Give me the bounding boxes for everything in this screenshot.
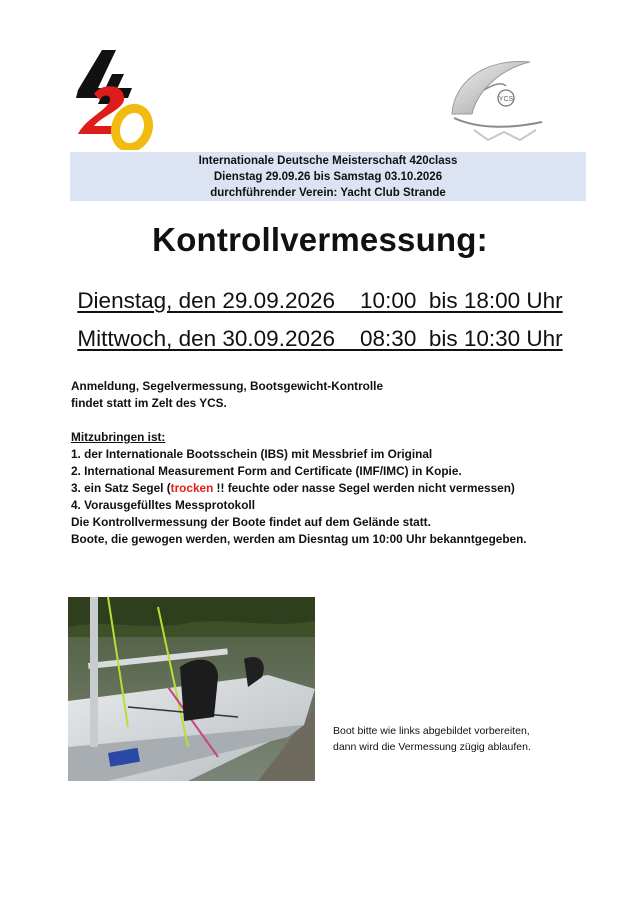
measurement-location-note: Die Kontrollvermessung der Boote findet auf dem Gelände statt. xyxy=(71,515,431,529)
caption-line-1: Boot bitte wie links abgebildet vorbereiten, xyxy=(333,725,530,737)
instructions-block xyxy=(71,378,591,548)
dry-sails-highlight: trocken xyxy=(170,481,214,495)
checklist-item-3-start: 3. ein Satz Segel ( xyxy=(71,481,171,495)
checklist-item-3-end: !! feuchte oder nasse Segel werden nicht vermessen) xyxy=(213,481,515,495)
checklist-item-2: 2. International Measurement Form and Certificate (IMF/IMC) in Kopie. xyxy=(71,464,462,478)
420-class-logo xyxy=(72,48,154,150)
event-title: Internationale Deutsche Meisterschaft 420class xyxy=(198,155,458,167)
boat-photo xyxy=(68,597,315,781)
schedule-line-1 xyxy=(0,287,640,315)
event-info-box xyxy=(70,152,586,201)
registration-line-2: findet statt im Zelt des YCS. xyxy=(71,396,227,410)
host-club: durchführender Verein: Yacht Club Strande xyxy=(210,187,446,199)
checklist-item-4: 4. Vorausgefülltes Messprotokoll xyxy=(71,498,255,512)
yacht-club-strande-logo xyxy=(444,52,548,144)
caption-line-2: dann wird die Vermessung zügig ablaufen. xyxy=(333,741,531,753)
svg-text:YCS: YCS xyxy=(498,96,514,103)
schedule-line-2 xyxy=(0,325,640,353)
registration-line-1: Anmeldung, Segelvermessung, Bootsgewicht-Kontrolle xyxy=(71,379,384,393)
event-dates: Dienstag 29.09.26 bis Samstag 03.10.2026 xyxy=(213,171,443,183)
schedule-time-1: 10:00 bis 18:00 Uhr xyxy=(360,288,563,313)
schedule-time-2: 08:30 bis 10:30 Uhr xyxy=(360,326,563,351)
checklist-item-3 xyxy=(71,480,591,497)
checklist-heading: Mitzubringen ist: xyxy=(71,430,166,444)
photo-caption xyxy=(333,723,613,755)
checklist-item-1: 1. der Internationale Bootsschein (IBS) mit Messbrief im Original xyxy=(71,447,433,461)
weighing-note: Boote, die gewogen werden, werden am Diesntag um 10:00 Uhr bekanntgegeben. xyxy=(71,532,527,546)
schedule-day-2: Mittwoch, den 30.09.2026 xyxy=(77,326,336,351)
page-title: Kontrollvermessung: xyxy=(152,221,488,258)
schedule-day-1: Dienstag, den 29.09.2026 xyxy=(77,288,336,313)
